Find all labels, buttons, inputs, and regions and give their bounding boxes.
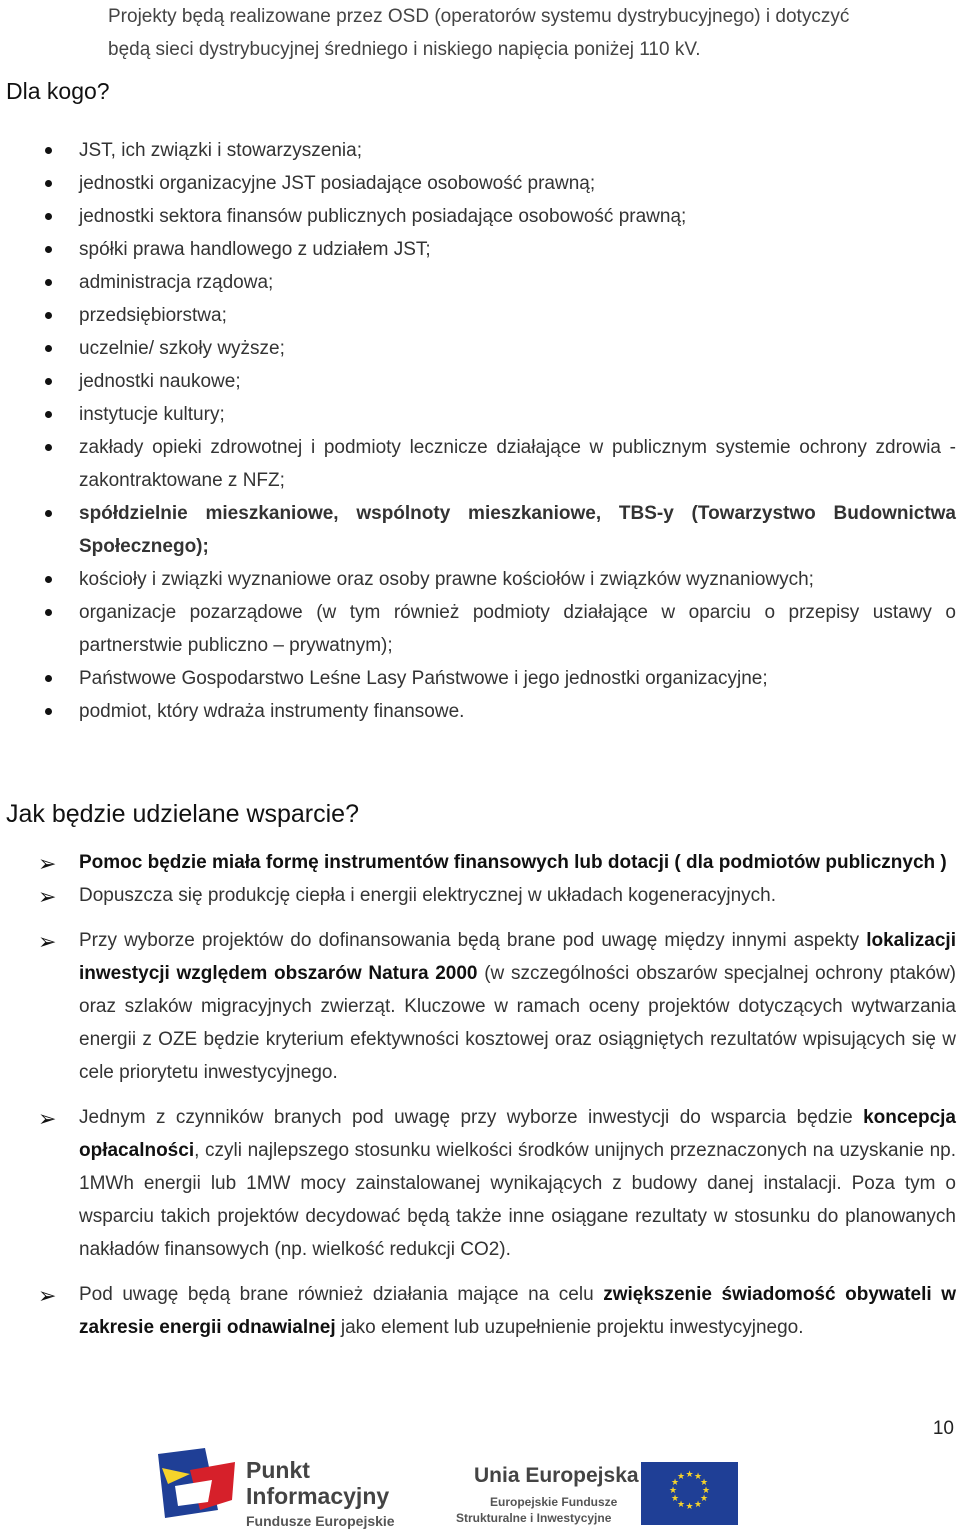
svg-text:★: ★ <box>701 1486 711 1496</box>
bullet-icon <box>45 708 52 715</box>
bullet-icon <box>45 609 52 616</box>
punkt-informacyjny-logo <box>158 1448 395 1529</box>
section-title: Jak będzie udzielane wsparcie? <box>6 800 359 828</box>
beneficiaries-list <box>0 134 960 728</box>
svg-text:★: ★ <box>699 1494 709 1504</box>
list-item: podmiot, który wdraża instrumenty finansowe. <box>0 695 956 728</box>
bullet-icon <box>45 147 52 154</box>
list-item: jednostki sektora finansów publicznych posiadające osobowość prawną; <box>0 200 956 233</box>
bullet-icon <box>45 246 52 253</box>
support-list <box>0 846 960 1344</box>
list-item: zakłady opieki zdrowotnej i podmioty lecznicze działające w publicznym systemie ochrony zdrowia - zakontraktowane z NFZ; <box>0 431 956 497</box>
bullet-icon <box>45 444 52 451</box>
logo-punkt-text: Punkt <box>246 1457 310 1483</box>
list-item: Państwowe Gospodarstwo Leśne Lasy Państwowe i jego jednostki organizacyjne; <box>0 662 956 695</box>
logo-informacyjny-text: Informacyjny <box>246 1483 390 1509</box>
arrow-bullet-icon: ➢ <box>38 885 57 910</box>
list-item: spółdzielnie mieszkaniowe, wspólnoty mieszkaniowe, TBS-y (Towarzystwo Budownictwa Społecznego); <box>0 497 956 563</box>
intro-line-2: będą sieci dystrybucyjnej średniego i niskiego napięcia poniżej 110 kV. <box>108 39 701 60</box>
bullet-icon <box>45 180 52 187</box>
arrow-bullet-icon: ➢ <box>38 1107 57 1132</box>
page-number: 10 <box>932 1418 954 1439</box>
for-whom-heading: Dla kogo? <box>6 78 110 104</box>
logo-efsi-text-1: Europejskie Fundusze <box>490 1495 618 1509</box>
bullet-icon <box>45 411 52 418</box>
svg-text:★: ★ <box>676 1500 686 1510</box>
list-item: przedsiębiorstwa; <box>0 299 956 332</box>
svg-text:★: ★ <box>670 1478 680 1488</box>
bullet-icon <box>45 279 52 286</box>
list-item: ➢ Pod uwagę będą brane również działania mające na celu zwiększenie świadomość obywateli w zakresie energii odnawialnej jako element lub uzupełnienie projektu inwestycyjnego. <box>0 1278 956 1344</box>
logos-svg <box>0 1440 960 1535</box>
bullet-icon <box>45 510 52 517</box>
svg-text:★: ★ <box>685 1502 694 1512</box>
arrow-bullet-icon: ➢ <box>38 930 57 955</box>
intro-line-1: Projekty będą realizowane przez OSD (operatorów systemu dystrybucyjnego) i dotyczyć <box>108 6 850 27</box>
svg-text:★: ★ <box>693 1472 703 1482</box>
bullet-icon <box>45 675 52 682</box>
bullet-icon <box>45 378 52 385</box>
intro-paragraph <box>108 0 956 66</box>
svg-text:★: ★ <box>670 1494 680 1504</box>
list-item: spółki prawa handlowego z udziałem JST; <box>0 233 956 266</box>
arrow-bullet-icon: ➢ <box>38 1284 57 1309</box>
list-item: jednostki organizacyjne JST posiadające osobowość prawną; <box>0 167 956 200</box>
bullet-icon <box>45 213 52 220</box>
unia-europejska-logo <box>456 1462 738 1525</box>
svg-text:★: ★ <box>693 1500 703 1510</box>
logo-eu-text: Unia Europejska <box>474 1464 639 1487</box>
footer-logos <box>0 1440 960 1535</box>
list-item: ➢ Dopuszcza się produkcję ciepła i energii elektrycznej w układach kogeneracyjnych. <box>0 879 956 912</box>
bullet-icon <box>45 312 52 319</box>
svg-text:★: ★ <box>699 1478 709 1488</box>
svg-text:★: ★ <box>676 1472 686 1482</box>
list-item: organizacje pozarządowe (w tym również podmioty działające w oparciu o przepisy ustawy o partnerstwie publiczno – prywatnym); <box>0 596 956 662</box>
svg-text:★: ★ <box>685 1470 694 1480</box>
list-item: kościoły i związki wyznaniowe oraz osoby prawne kościołów i związków wyznaniowych; <box>0 563 956 596</box>
bullet-icon <box>45 345 52 352</box>
logo-fundusze-text: Fundusze Europejskie <box>246 1513 395 1529</box>
list-item: JST, ich związki i stowarzyszenia; <box>0 134 956 167</box>
list-item: ➢ Pomoc będzie miała formę instrumentów finansowych lub dotacji ( dla podmiotów publicznych ) <box>0 846 956 879</box>
list-item: instytucje kultury; <box>0 398 956 431</box>
list-item: uczelnie/ szkoły wyższe; <box>0 332 956 365</box>
list-item: jednostki naukowe; <box>0 365 956 398</box>
list-item: ➢ Przy wyborze projektów do dofinansowania będą brane pod uwagę między innymi aspekty lokalizacji inwestycji względem obszarów Natura 2000 (w szczególności obszarów specjalnej ochrony ptaków) oraz szlaków migracyjnych zwierząt. Kluczowe w ramach oceny projektów dotyczących wytwarzania energii z OZE będzie kryterium efektywności kosztowej oraz osiągniętych rezultatów wpisujących się w cele priorytetu inwestycyjnego. <box>0 924 956 1089</box>
arrow-bullet-icon: ➢ <box>38 852 57 877</box>
list-item: ➢ Jednym z czynników branych pod uwagę przy wyborze inwestycji do wsparcia będzie koncepcja opłacalności, czyli najlepszego stosunku wielkości środków unijnych przeznaczonych na uzyskanie np. 1MWh energii lub 1MW mocy zainstalowanej wynikających z budowy danej instalacji. Poza tym o wsparciu takich projektów decydować będą także inne osiągane rezultaty w stosunku do planowanych nakładów finansowych (np. wielkość redukcji CO2). <box>0 1101 956 1266</box>
svg-text:★: ★ <box>668 1486 678 1496</box>
logo-efsi-text-2: Strukturalne i Inwestycyjne <box>456 1511 612 1525</box>
list-item: administracja rządowa; <box>0 266 956 299</box>
bullet-icon <box>45 576 52 583</box>
